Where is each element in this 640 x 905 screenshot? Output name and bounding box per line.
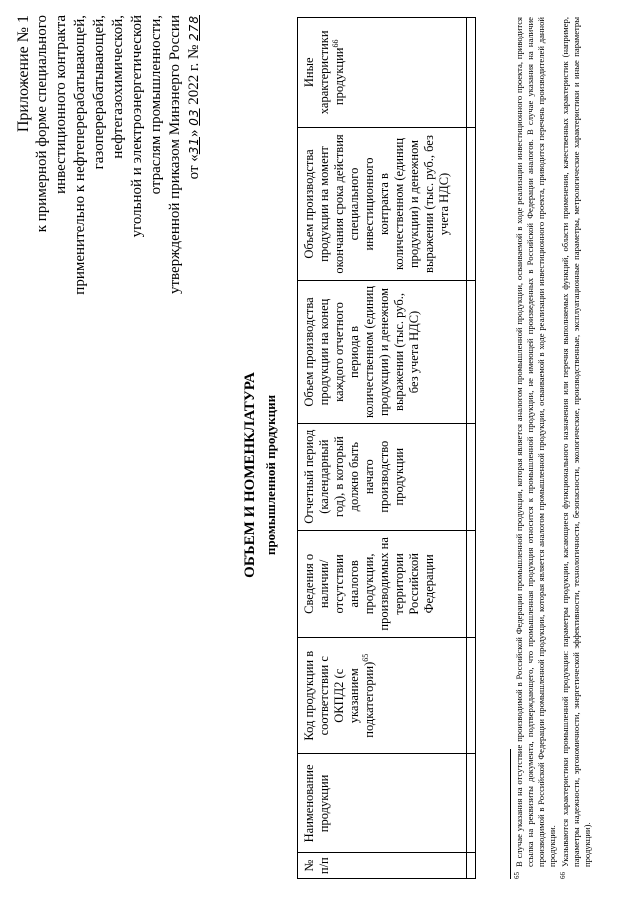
date-month: 03	[187, 108, 201, 126]
date-day: 31	[187, 136, 201, 155]
table-cell	[467, 281, 476, 423]
footnote	[560, 17, 593, 879]
footnote-ref: 65	[360, 653, 370, 662]
appendix-line: отраслям промышленности,	[148, 15, 164, 195]
column-header: Объем производства продукции на конец каждого отчетного периода в количественном (единиц продукции) и денежном выражении (тыс. руб., без учета НДС)	[298, 281, 467, 423]
footnote-divider	[510, 749, 511, 879]
column-header: № п/п	[298, 853, 467, 879]
footnote-text: В случае указания на отсутствие производимой в Российской Федерации промышленной продукции, которая является аналогом промышленной продукции, осваиваемой в ходе реализации инвестиционного проекта, приводится ссылка на реквизиты документа, подтверждающего, что промышленная продукция относится к промышленной продукции, не имеющей произведенных в Российской Федерации аналогов. В случае указания на наличие производимой в Российской Федерации промышленной продукции, которая является аналогом промышленной продукции, осваиваемой в ходе реализации инвестиционного проекта, приводится перечень производителей данной продукции.	[514, 17, 557, 867]
footnotes	[514, 17, 595, 879]
footnote	[514, 17, 558, 879]
column-header: Код продукции в соответствии с ОКПД2 (с указанием подкатегории)$^{65}$	[298, 637, 467, 754]
appendix-line: к примерной форме специального	[34, 15, 50, 233]
table-cell	[467, 127, 476, 281]
table-row	[467, 18, 476, 879]
appendix-line: инвестиционного контракта	[53, 15, 69, 194]
appendix-title: Приложение № 1	[15, 15, 32, 133]
column-header: Иные характеристики продукции$^{66}$	[298, 18, 467, 128]
table-cell	[467, 423, 476, 530]
appendix-line: нефтегазохимической,	[110, 15, 126, 159]
document-title: ОБЪЕМ И НОМЕНКЛАТУРА	[242, 372, 258, 578]
table-header-row	[298, 18, 467, 879]
table-cell	[467, 754, 476, 853]
table-cell	[467, 18, 476, 128]
column-header: Сведения о наличии/ отсутствии аналогов продукции, производимых на территории Российской Федерации	[298, 530, 467, 637]
footnote-number: 65	[513, 872, 521, 879]
column-header: Наименование продукции	[298, 754, 467, 853]
document-subtitle: промышленной продукции	[263, 394, 278, 556]
footnote-number: 66	[559, 872, 567, 879]
appendix-line: газоперерабатывающей,	[91, 15, 107, 170]
appendix-header	[14, 15, 204, 325]
column-header: Объем производства продукции на момент окончания срока действия специального инвестиционного контракта в количественном (единиц продукции) и денежном выражении (тыс. руб., без учета НДС)	[298, 127, 467, 281]
appendix-date: от «31» 03 2022 г. № 278	[186, 15, 202, 180]
production-table	[297, 17, 476, 879]
column-header: Отчетный период (календарный год), в который должно быть начато производство продукции	[298, 423, 467, 530]
table-cell	[467, 853, 476, 879]
table-cell	[467, 637, 476, 754]
table-cell	[467, 530, 476, 637]
footnote-ref: 66	[330, 39, 340, 48]
appendix-line: угольной и электроэнергетической	[129, 15, 145, 238]
date-number: 278	[187, 15, 201, 41]
footnote-text: Указываются характеристики промышленной продукции: параметры продукции, касающиеся функционального назначения или перечня выполняемых функций, области применения, качественных характеристик (например, параметры надежности, эргономичности, энергетической эффективности, технологичности, безопасности, экологические, производственные, эксплуатационные параметры, метрологические характеристики и иные параметры продукции).	[560, 17, 592, 867]
appendix-line: применительно к нефтеперерабатывающей,	[72, 15, 88, 295]
appendix-line: утвержденной приказом Минэнерго России	[167, 15, 183, 295]
